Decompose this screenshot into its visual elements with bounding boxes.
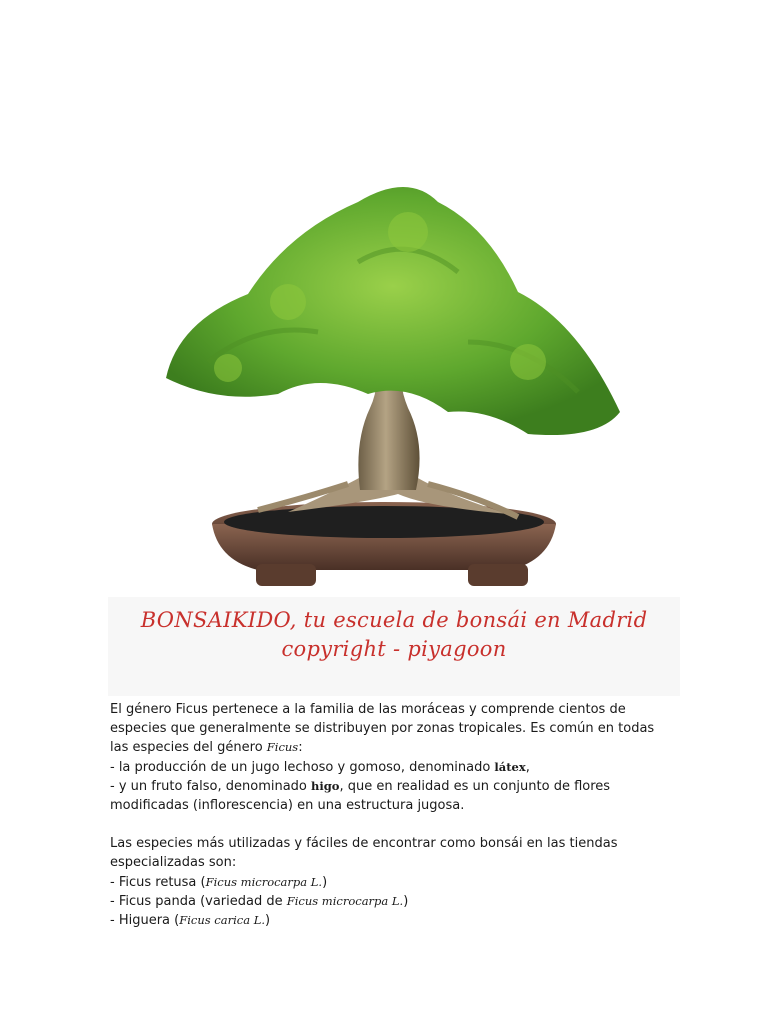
species-item: - Ficus retusa (Ficus microcarpa L.)	[110, 874, 328, 890]
term-higo: higo	[311, 778, 340, 793]
species-item: - Higuera (Ficus carica L.)	[110, 913, 271, 929]
paragraph-line: especies que generalmente se distribuyen por zonas tropicales. Es común en todas	[110, 721, 655, 737]
term-latex: látex	[494, 759, 526, 774]
scientific-name: Ficus microcarpa L.	[205, 874, 323, 889]
paragraph-line: las especies del género Ficus:	[110, 740, 303, 756]
paragraph-line: Las especies más utilizadas y fáciles de encontrar como bonsái en las tiendas	[110, 836, 618, 852]
paragraph-line: modificadas (inflorescencia) en una estructura jugosa.	[110, 798, 465, 814]
genus-name: Ficus	[266, 740, 299, 755]
paragraph-line: El género Ficus pertenece a la familia de las moráceas y comprende cientos de	[110, 702, 626, 717]
list-item: - la producción de un jugo lechoso y gomoso, denominado látex,	[110, 759, 530, 775]
list-item: - y un fruto falso, denominado higo, que en realidad es un conjunto de flores	[110, 778, 611, 794]
scientific-name: Ficus microcarpa L.	[286, 893, 404, 908]
figure-caption-title: BONSAIKIDO, tu escuela de bonsái en Madrid	[140, 608, 648, 632]
scientific-name: Ficus carica L.	[179, 913, 265, 928]
figure-caption-copyright: copyright - piyagoon	[281, 637, 507, 661]
article-body	[110, 700, 670, 930]
species-item: - Ficus panda (variedad de Ficus microcarpa L.)	[110, 893, 409, 909]
paragraph-line: especializadas son:	[110, 855, 237, 871]
